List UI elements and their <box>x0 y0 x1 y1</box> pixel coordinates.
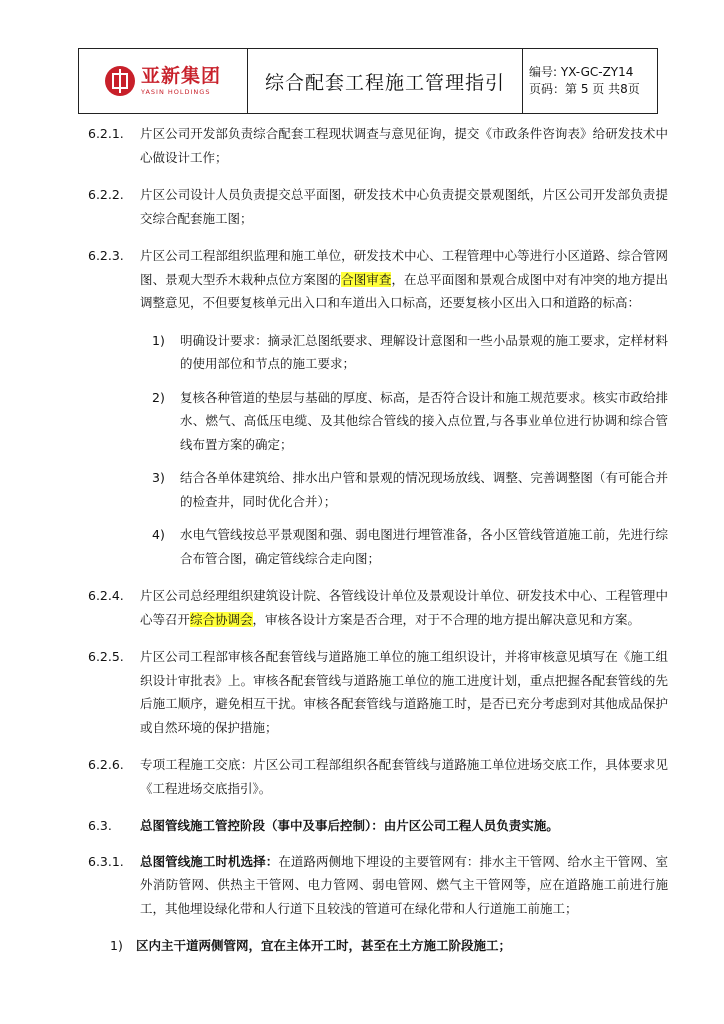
clause-text: 片区公司工程部审核各配套管线与道路施工单位的施工组织设计，并将审核意见填写在《施工组织设计审批表》上。审核各配套管线与道路施工单位的施工进度计划，重点把握各配套管线的先后施工顺序，避免相互干扰。审核各配套管线与道路施工时，是否已充分考虑到对其他成品保护或自然环境的保护措施； <box>140 649 668 735</box>
clause-6-2-3 <box>88 244 668 315</box>
clause-number: 6.2.2. <box>88 187 124 202</box>
section-heading: 总图管线施工管控阶段（事中及事后控制）：由片区公司工程人员负责实施。 <box>140 818 559 833</box>
sub-item-text: 明确设计要求：摘录汇总图纸要求、理解设计意图和一些小品景观的施工要求，定样材料的使用部位和节点的施工要求； <box>180 332 668 371</box>
sub-item-number: 4) <box>152 527 165 542</box>
logo-chinese-name: 亚新集团 <box>140 64 221 87</box>
section-number: 6.3. <box>88 818 112 833</box>
sub-item-4 <box>88 523 668 570</box>
clause-number: 6.2.4. <box>88 588 124 603</box>
sub-item-number: 2) <box>152 389 165 405</box>
clause-number: 6.2.1. <box>88 126 124 141</box>
document-header <box>78 48 658 114</box>
highlighted-term: 合图审查 <box>341 271 392 287</box>
sub-item-1 <box>88 329 668 376</box>
sub-item-2 <box>88 386 668 457</box>
clause-6-2-5 <box>88 645 668 739</box>
clause-6-2-6 <box>88 753 668 800</box>
logo-mark-icon <box>105 66 135 96</box>
clause-number: 6.2.3. <box>88 248 124 263</box>
sub-item-number: 1) <box>152 332 165 348</box>
clause-number: 6.3.1. <box>88 853 124 869</box>
clause-text: 片区公司设计人员负责提交总平面图，研发技术中心负责提交景观图纸，片区公司开发部负责提交综合配套施工图； <box>140 187 668 226</box>
clause-6-2-4 <box>88 584 668 631</box>
company-logo <box>79 49 248 113</box>
clause-number: 6.2.5. <box>88 649 124 664</box>
sub-item-text: 结合各单体建筑给、排水出户管和景观的情况现场放线、调整、完善调整图（有可能合并的检查井，同时优化合并）； <box>180 470 668 509</box>
sub-item-number: 3) <box>152 470 165 485</box>
document-title: 综合配套工程施工管理指引 <box>248 49 523 113</box>
page-number: 页码：第 5 页 共8页 <box>529 82 640 96</box>
section-6-3 <box>88 814 668 838</box>
clause-lead: 总图管线施工时机选择： <box>140 853 279 869</box>
highlighted-term: 综合协调会 <box>190 611 253 627</box>
list-item-1 <box>88 934 668 958</box>
clause-text: 专项工程施工交底：片区公司工程部组织各配套管线与道路施工单位进场交底工作，具体要求见《工程进场交底指引》。 <box>140 757 668 796</box>
sub-item-text: 水电气管线按总平景观图和强、弱电图进行埋管准备，各小区管线管道施工前，先进行综合布管合图，确定管线综合走向图； <box>180 527 668 566</box>
clause-text: 片区公司开发部负责综合配套工程现状调查与意见征询，提交《市政条件咨询表》给研发技术中心做设计工作； <box>140 126 668 165</box>
clause-text: ，审核各设计方案是否合理，对于不合理的地方提出解决意见和方案。 <box>252 611 641 627</box>
document-body <box>88 122 668 958</box>
sub-item-text: 复核各种管道的垫层与基础的厚度、标高，是否符合设计和施工规范要求。核实市政给排水、燃气、高低压电缆、及其他综合管线的接入点位置,与各事业单位进行协调和综合管线布置方案的确定； <box>180 389 668 452</box>
document-meta <box>523 49 657 113</box>
clause-text: 片区公司总经理组织建筑设计院、各管线设计单位及景观设计单位、研发技术中心、工程管理中心等召开 <box>140 588 668 627</box>
document-code: 编号: YX-GC-ZY14 <box>529 65 634 79</box>
sub-item-3 <box>88 466 668 513</box>
clause-6-2-2 <box>88 183 668 230</box>
clause-text: ，在总平面图和景观合成图中对有冲突的地方提出调整意见，不但要复核单元出入口和车道出入口标高，还要复核小区出入口和道路的标高： <box>140 271 668 310</box>
list-item-text: 区内主干道两侧管网，宜在主体开工时，甚至在土方施工阶段施工； <box>136 938 512 953</box>
clause-text: 在道路两侧地下埋设的主要管网有：排水主干管网、给水主干管网、室外消防管网、供热主干管网、电力管网、弱电管网、燃气主干管网等，应在道路施工前进行施工，其他埋设绿化带和人行道下且较浅的管道可在绿化带和人行道施工前施工； <box>140 853 668 916</box>
clause-6-3-1 <box>88 850 668 921</box>
clause-text: 片区公司工程部组织监理和施工单位，研发技术中心、工程管理中心等进行小区道路、综合管网图、景观大型乔木栽种点位方案图的 <box>140 248 668 287</box>
logo-english-name: YASIN HOLDINGS <box>140 87 211 96</box>
clause-6-2-1 <box>88 122 668 169</box>
list-item-number: 1) <box>110 938 123 953</box>
clause-number: 6.2.6. <box>88 757 124 772</box>
